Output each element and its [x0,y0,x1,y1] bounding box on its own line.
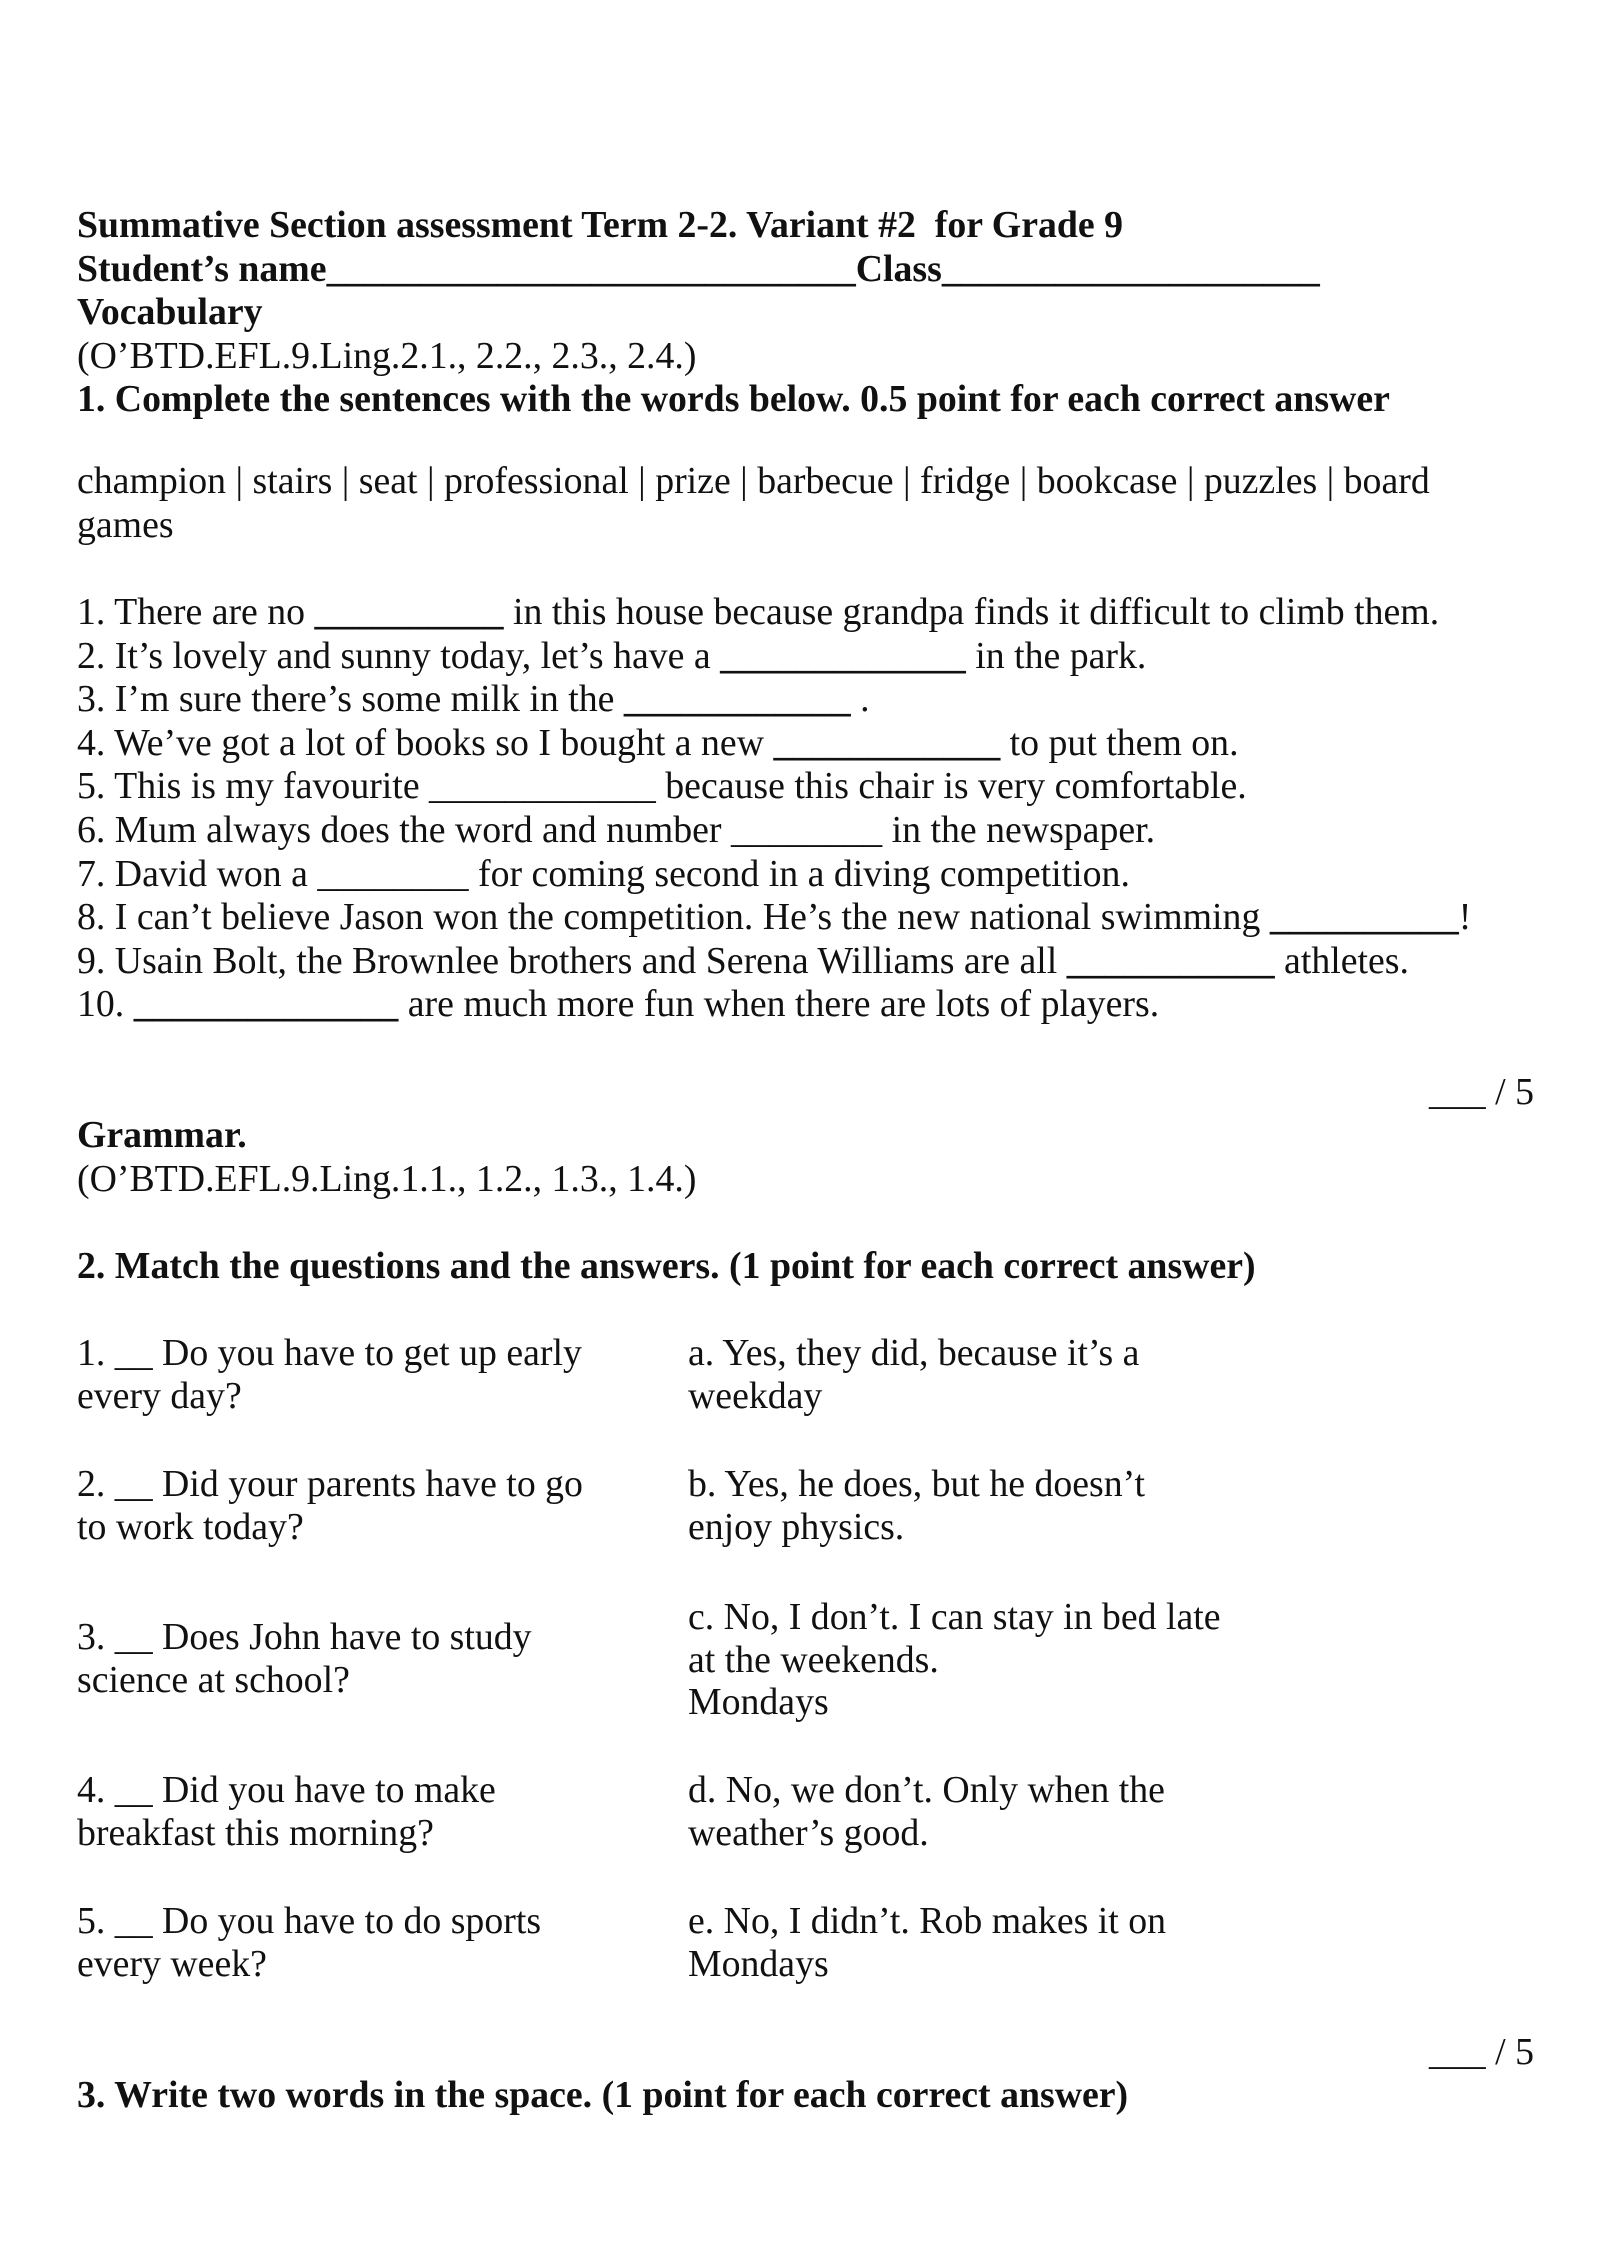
sentence-text: 4. We’ve got a lot of books so I bought a new [77,721,774,764]
sentence-text: for coming second in a diving competition. [468,852,1130,895]
answer-line: c. No, I don’t. I can stay in bed late [688,1596,1221,1638]
sentence-4 [77,722,1471,766]
answer-e [688,1900,1166,1985]
vocabulary-sentences [77,591,1471,1027]
question-line: 4. __ Did you have to make [77,1769,496,1811]
grammar-header [77,1114,696,1201]
student-name-label: Student’s name [77,247,327,290]
sentence-10 [77,983,1471,1027]
grammar-code: (O’BTD.EFL.9.Ling.1.1., 1.2., 1.3., 1.4.) [77,1157,697,1200]
sentence-1 [77,591,1471,635]
sentence-5 [77,765,1471,809]
sentence-text: 10. [77,983,134,1026]
answer-line: a. Yes, they did, because it’s a [688,1332,1140,1374]
vocabulary-instruction: 1. Complete the sentences with the words below. 0.5 point for each correct answer [77,378,1390,421]
vocabulary-score: ___ / 5 [1429,1071,1534,1113]
question-line: 5. __ Do you have to do sports [77,1900,542,1942]
word-bank-line: champion | stairs | seat | professional | prize | barbecue | fridge | bookcase | puzzles | board [77,460,1430,502]
question-line: 3. __ Does John have to study [77,1616,532,1658]
sentence-text: 9. Usain Bolt, the Brownlee brothers and Serena Williams are all [77,939,1067,982]
answer-blank: __________ [1269,896,1459,939]
question-line: breakfast this morning? [77,1811,434,1854]
answer-blank: ____________ [429,765,656,808]
answer-blank: ________ [730,808,883,851]
question-line: 1. __ Do you have to get up early [77,1332,582,1374]
sentence-text: in this house because grandpa finds it difficult to climb them. [503,591,1440,633]
question-line: 2. __ Did your parents have to go [77,1463,583,1505]
question-1 [77,1332,582,1417]
answer-line: weekday [688,1374,823,1417]
word-bank-line: games [77,503,174,546]
answer-c [688,1596,1221,1724]
answer-line: Mondays [688,1942,829,1985]
student-info-line [77,248,1390,292]
sentence-text: 3. I’m sure there’s some milk in the [77,678,624,721]
answer-line: Mondays [688,1681,829,1723]
sentence-text: because this chair is very comfortable. [655,765,1247,808]
grammar-instruction: 2. Match the questions and the answers. (1 point for each correct answer) [77,1245,1256,1287]
sentence-7 [77,853,1471,897]
answer-blank: __________ [314,591,504,633]
sentence-text: 2. It’s lovely and sunny today, let’s have a [77,634,721,677]
question-line: every week? [77,1942,267,1985]
answer-blank: ______________ [133,983,399,1026]
answer-blank: ____________ [623,678,851,721]
question-line: every day? [77,1374,242,1417]
question-5 [77,1900,541,1985]
answer-a [688,1332,1139,1417]
sentence-text: athletes. [1274,939,1409,982]
header [77,204,1390,422]
student-name-blank: ____________________________ [326,247,856,290]
sentence-text: 8. I can’t believe Jason won the competition. He’s the new national swimming [77,896,1270,939]
sentence-text: ! [1458,896,1472,939]
grammar-heading: Grammar. [77,1114,247,1156]
answer-d [688,1769,1165,1854]
sentence-text: in the newspaper. [882,808,1156,851]
sentence-text: 1. There are no [77,591,315,633]
answer-line: at the weekends. [688,1638,939,1681]
question-2 [77,1463,583,1548]
question-line: to work today? [77,1505,304,1548]
answer-blank: _____________ [720,634,966,677]
sentence-6 [77,809,1471,853]
answer-b [688,1463,1145,1548]
page-title: Summative Section assessment Term 2-2. Variant #2 for Grade 9 [77,204,1124,246]
grammar-score: ___ / 5 [1429,2031,1534,2073]
answer-line: b. Yes, he does, but he doesn’t [688,1463,1146,1505]
answer-blank: ___________ [1066,939,1275,982]
answer-line: e. No, I didn’t. Rob makes it on [688,1900,1167,1942]
question-4 [77,1769,496,1854]
sentence-text: to put them on. [1000,721,1239,764]
sentence-text: 7. David won a [77,852,318,895]
sentence-text: . [850,678,870,721]
sentence-8 [77,896,1471,940]
section3-block [77,2074,1128,2118]
sentence-text: 6. Mum always does the word and number [77,808,731,851]
sentence-3 [77,678,1471,722]
sentence-9 [77,940,1471,984]
sentence-2 [77,635,1471,679]
answer-line: d. No, we don’t. Only when the [688,1769,1165,1811]
sentence-text: in the park. [965,634,1147,677]
answer-blank: ________ [317,852,469,895]
answer-line: weather’s good. [688,1811,929,1854]
vocabulary-heading: Vocabulary [77,291,263,334]
class-blank: ____________________ [941,247,1320,290]
word-bank [77,460,1430,547]
grammar-instruction-block [77,1245,1256,1289]
answer-line: enjoy physics. [688,1505,905,1548]
answer-blank: ____________ [773,721,1001,764]
question-line: science at school? [77,1658,350,1701]
sentence-text: are much more fun when there are lots of players. [398,983,1160,1026]
vocabulary-code: (O’BTD.EFL.9.Ling.2.1., 2.2., 2.3., 2.4.) [77,334,697,377]
sentence-text: 5. This is my favourite [77,765,430,808]
class-label: Class [855,247,942,290]
section3-instruction: 3. Write two words in the space. (1 point for each correct answer) [77,2074,1129,2116]
question-3 [77,1616,532,1701]
